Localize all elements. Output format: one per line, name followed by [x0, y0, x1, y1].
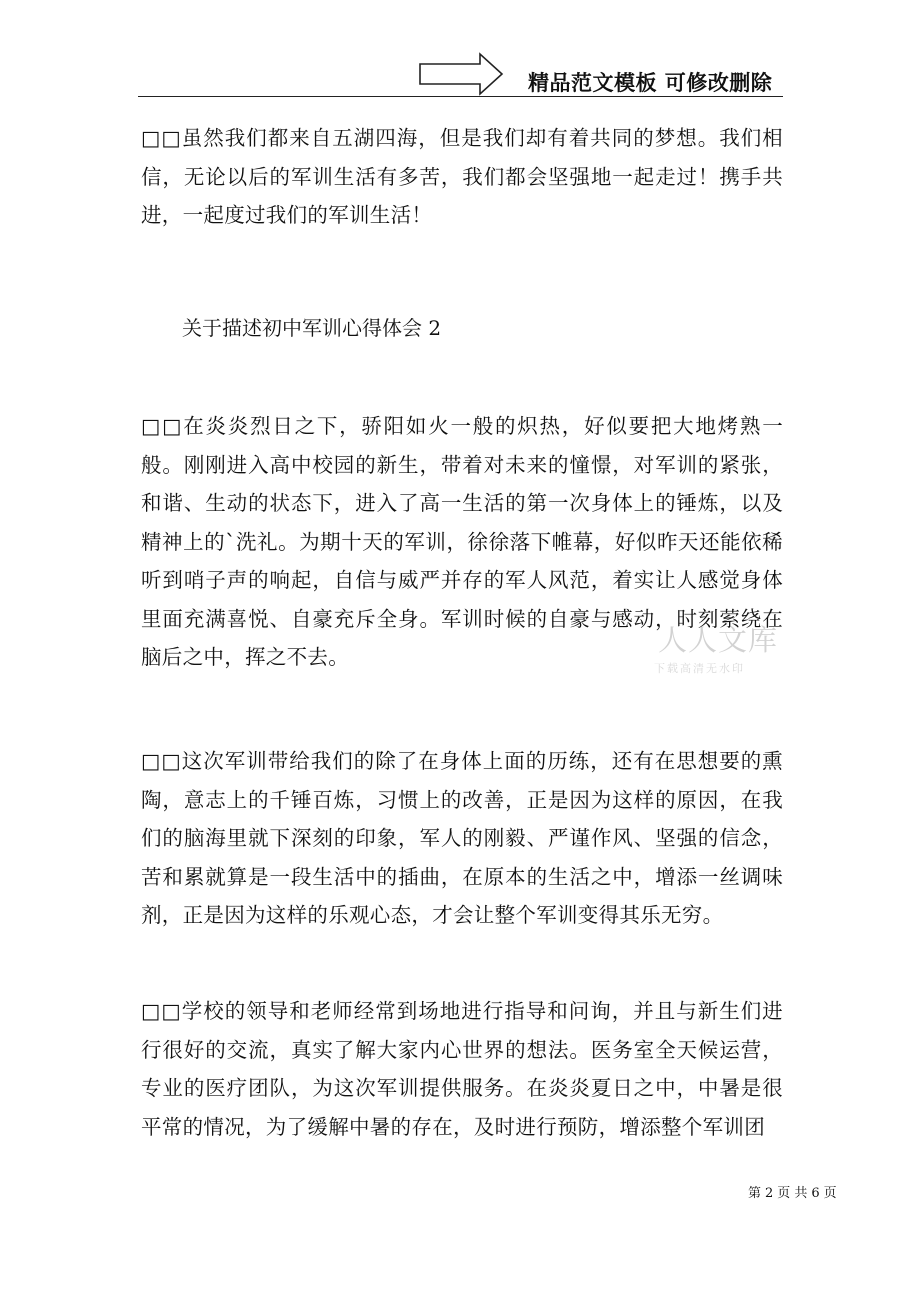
footer-label-total: 共	[794, 1186, 808, 1201]
watermark-subtitle: 下载高清无水印	[654, 662, 745, 675]
arrow-icon	[418, 52, 504, 96]
footer-current-page: 2	[765, 1186, 774, 1201]
footer-total-pages: 6	[811, 1186, 820, 1201]
paragraph-2: □□这次军训带给我们的除了在身体上面的历练，还有在思想要的熏陶，意志上的千锤百炼，习惯上的改善，正是因为这样的原因，在我们的脑海里就下深刻的印象，军人的刚毅、严谨作风、坚强的信念，苦和累就算是一段生活中的插曲，在原本的生活之中，增添一丝调味剂，正是因为这样的乐观心态，才会让整个军训变得其乐无穷。	[141, 749, 783, 927]
footer-label-page: 第	[748, 1186, 762, 1201]
watermark-title: 人人文库	[658, 623, 779, 657]
page-number	[748, 1182, 841, 1201]
paragraph-1: □□在炎炎烈日之下，骄阳如火一般的炽热，好似要把大地烤熟一般。刚刚进入高中校园的新生，带着对未来的憧憬，对军训的紧张，和谐、生动的状态下，进入了高一生活的第一次身体上的锤炼，以及精神上的`洗礼。为期十天的军训，徐徐落下帷幕，好似昨天还能依稀听到哨子声的响起，自信与威严并存的军人风范，着实让人感觉身体里面充满喜悦、自豪充斥全身。军训时候的自豪与感动，时刻萦绕在脑后之中，挥之不去。	[141, 414, 783, 669]
watermark-logo	[652, 618, 778, 688]
header-banner: 精品范文模板 可修改删除	[528, 71, 773, 95]
section-title: 关于描述初中军训心得体会 2	[182, 316, 442, 340]
footer-label-total-unit: 页	[823, 1186, 837, 1201]
paragraph-intro: □□虽然我们都来自五湖四海，但是我们却有着共同的梦想。我们相信，无论以后的军训生活有多苦，我们都会坚强地一起走过！携手共进，一起度过我们的军训生活！	[141, 126, 783, 227]
paragraph-3: □□学校的领导和老师经常到场地进行指导和问询，并且与新生们进行很好的交流，真实了解大家内心世界的想法。医务室全天候运营，专业的医疗团队，为这次军训提供服务。在炎炎夏日之中，中暑是很平常的情况，为了缓解中暑的存在，及时进行预防，增添整个军训团	[141, 999, 783, 1139]
header-divider	[138, 96, 783, 97]
footer-label-page-unit: 页	[777, 1186, 791, 1201]
